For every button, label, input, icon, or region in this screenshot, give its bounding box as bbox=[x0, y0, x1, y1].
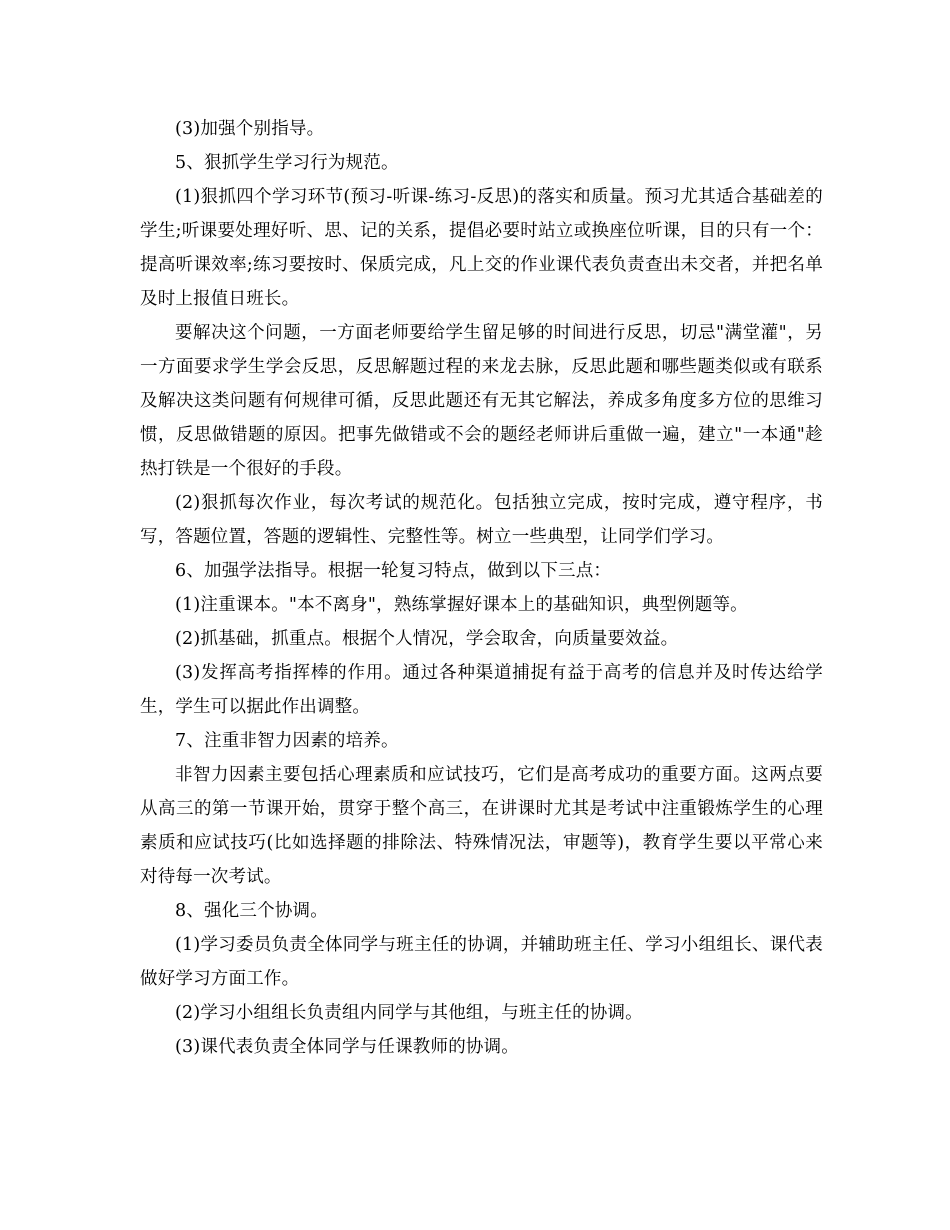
paragraph: (2)学习小组组长负责组内同学与其他组，与班主任的协调。 bbox=[175, 1003, 643, 1023]
paragraph: 要解决这个问题，一方面老师要给学生留足够的时间进行反思，切忌"满堂灌"，另一方面要求学生学会反思，反思解题过程的来龙去脉，反思此题和哪些题类似或有联系及解决这类问题有何规律可循，反思此题还有无其它解法，养成多角度多方位的思维习惯，反思做错题的原因。把事先做错或不会的题经老师讲后重做一遍，建立"一本通"趁热打铁是一个很好的手段。 bbox=[140, 323, 823, 479]
paragraph: (1)狠抓四个学习环节(预习-听课-练习-反思)的落实和质量。预习尤其适合基础差的学生;听课要处理好听、思、记的关系，提倡必要时站立或换座位听课，目的只有一个：提高听课效率;练习要按时、保质完成，凡上交的作业课代表负责查出未交者，并把名单及时上报值日班长。 bbox=[140, 187, 823, 309]
section-heading: 5、狠抓学生学习行为规范。 bbox=[175, 153, 399, 173]
section-heading: 7、注重非智力因素的培养。 bbox=[175, 731, 399, 751]
paragraph: (3)课代表负责全体同学与任课教师的协调。 bbox=[175, 1037, 519, 1057]
paragraph: (2)狠抓每次作业，每次考试的规范化。包括独立完成，按时完成，遵守程序，书写，答题位置，答题的逻辑性、完整性等。树立一些典型，让同学们学习。 bbox=[140, 493, 823, 547]
document-body bbox=[140, 112, 823, 1064]
paragraph: 非智力因素主要包括心理素质和应试技巧，它们是高考成功的重要方面。这两点要从高三的第一节课开始，贯穿于整个高三，在讲课时尤其是考试中注重锻炼学生的心理素质和应试技巧(比如选择题的排除法、特殊情况法，审题等)，教育学生要以平常心来对待每一次考试。 bbox=[140, 765, 823, 887]
section-heading: 8、强化三个协调。 bbox=[175, 901, 328, 921]
paragraph: (3)发挥高考指挥棒的作用。通过各种渠道捕捉有益于高考的信息并及时传达给学生，学生可以据此作出调整。 bbox=[140, 663, 823, 717]
paragraph: (2)抓基础，抓重点。根据个人情况，学会取舍，向质量要效益。 bbox=[175, 629, 679, 649]
paragraph: (1)注重课本。"本不离身"，熟练掌握好课本上的基础知识，典型例题等。 bbox=[175, 595, 748, 615]
section-heading: 6、加强学法指导。根据一轮复习特点，做到以下三点： bbox=[175, 561, 612, 581]
paragraph: (1)学习委员负责全体同学与班主任的协调，并辅助班主任、学习小组组长、课代表做好学习方面工作。 bbox=[140, 935, 823, 989]
paragraph: (3)加强个别指导。 bbox=[175, 119, 325, 139]
